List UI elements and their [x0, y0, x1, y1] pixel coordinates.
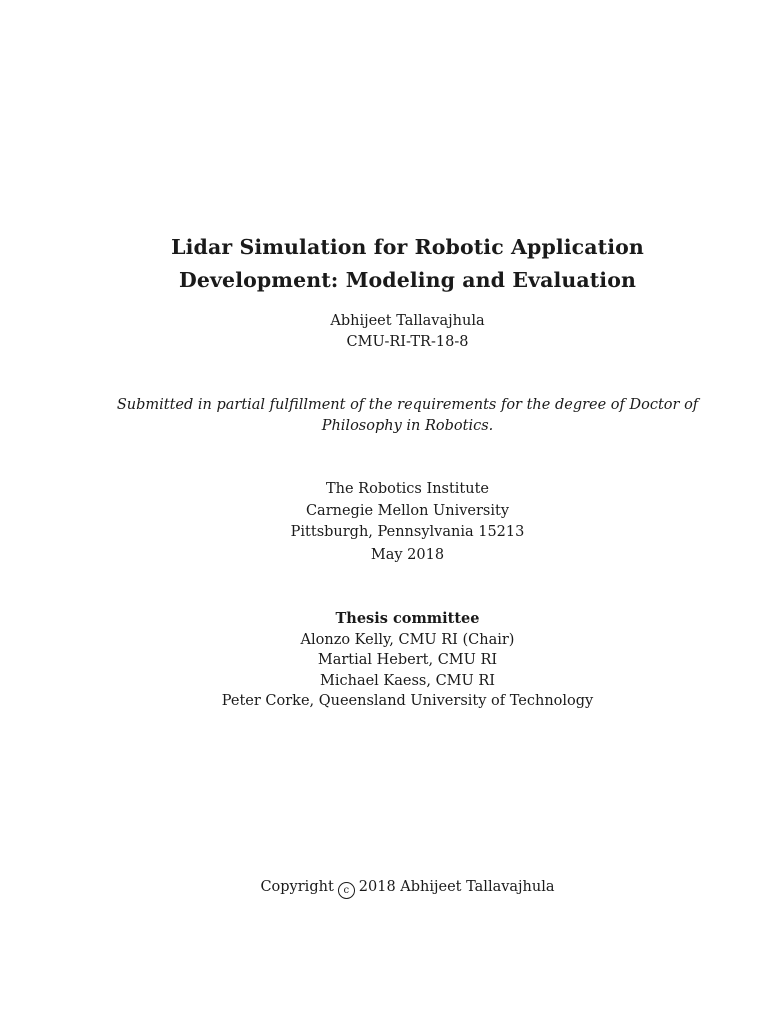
submission-line-2: Philosophy in Robotics.	[321, 418, 494, 434]
copyright-line	[0, 877, 768, 899]
institute-name: The Robotics Institute	[325, 481, 490, 497]
title-line-1: Lidar Simulation for Robotic Application	[171, 235, 644, 259]
copyright-prefix: Copyright	[260, 879, 334, 895]
committee-member: Michael Kaess, CMU RI	[320, 672, 495, 689]
committee-block	[0, 609, 768, 712]
copyright-icon: c	[338, 882, 355, 899]
institution-block	[0, 479, 768, 566]
committee-member: Peter Corke, Queensland University of Technology	[221, 693, 594, 709]
submission-date: May 2018	[370, 546, 445, 563]
submission-statement	[0, 395, 768, 437]
committee-heading: Thesis committee	[335, 610, 480, 627]
thesis-title	[0, 231, 768, 297]
title-line-2: Development: Modeling and Evaluation	[179, 268, 636, 292]
committee-member: Alonzo Kelly, CMU RI (Chair)	[300, 631, 515, 648]
university-name: Carnegie Mellon University	[305, 502, 510, 519]
author-block	[0, 311, 768, 353]
author-name: Abhijeet Tallavajhula	[330, 313, 485, 329]
copyright-text: 2018 Abhijeet Tallavajhula	[358, 879, 555, 895]
committee-member: Martial Hebert, CMU RI	[317, 652, 498, 668]
report-number: CMU-RI-TR-18-8	[346, 334, 469, 350]
institution-address: Pittsburgh, Pennsylvania 15213	[290, 524, 525, 540]
submission-line-1: Submitted in partial fulfillment of the requirements for the degree of Doctor of	[116, 397, 699, 413]
